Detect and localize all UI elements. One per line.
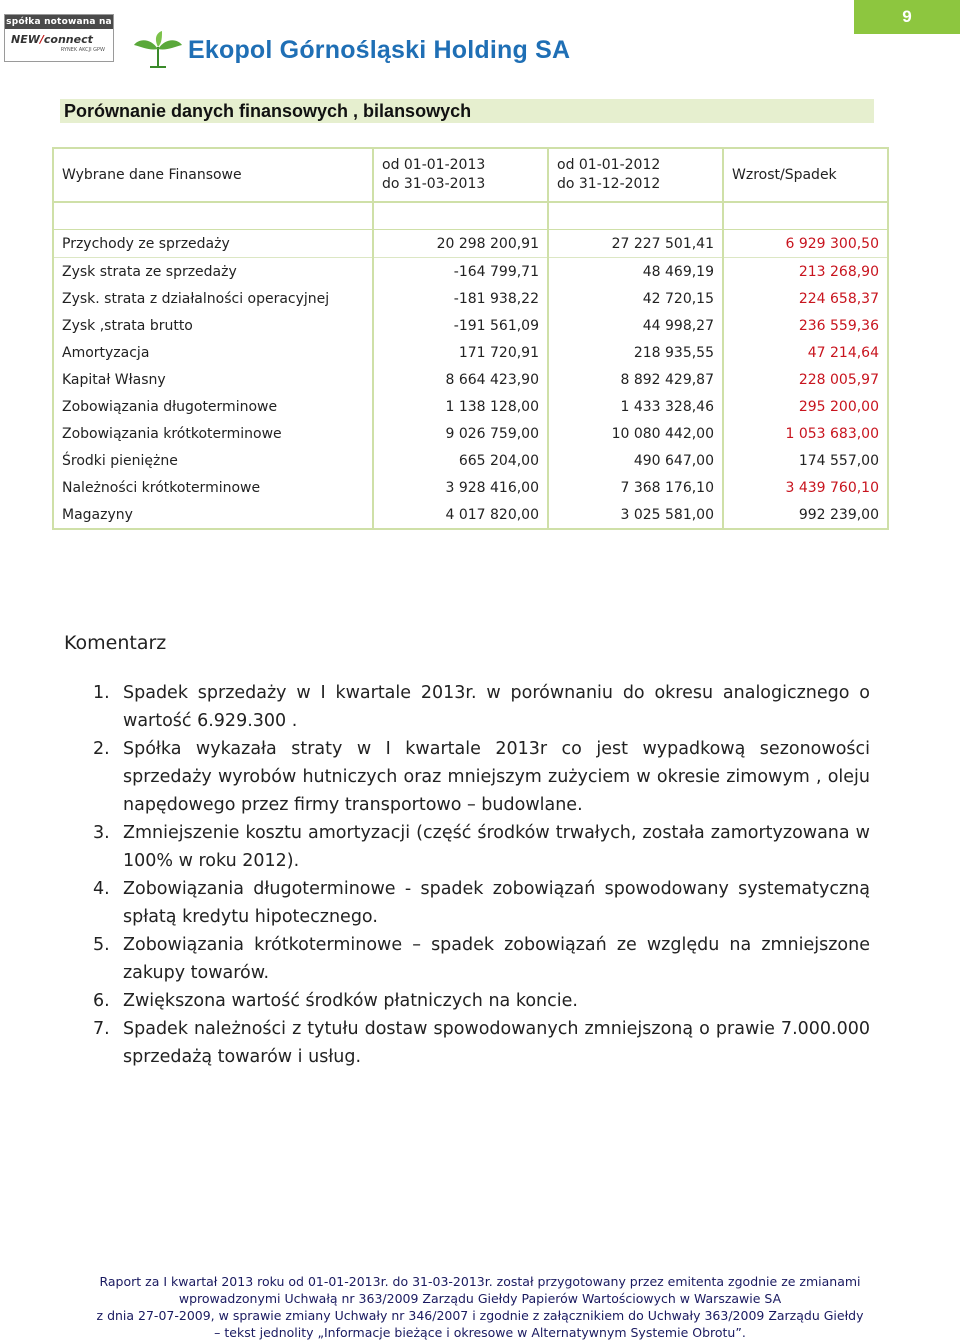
row-label: Zobowiązania krótkoterminowe <box>53 420 373 447</box>
row-value-2013: 20 298 200,91 <box>373 230 548 258</box>
row-value-2013: 665 204,00 <box>373 447 548 474</box>
comment-item-number: 3. <box>93 823 110 843</box>
row-change: 228 005,97 <box>723 366 888 393</box>
table-row <box>53 501 888 529</box>
header-period-2012-to: do 31-12-2012 <box>557 176 661 192</box>
table-row <box>53 366 888 393</box>
spacer-cell <box>723 202 888 230</box>
row-value-2012: 490 647,00 <box>548 447 723 474</box>
spacer-cell <box>53 202 373 230</box>
table-row <box>53 420 888 447</box>
table-row <box>53 285 888 312</box>
section-title: Porównanie danych finansowych , bilansowych <box>60 99 874 123</box>
row-value-2013: -191 561,09 <box>373 312 548 339</box>
report-footer <box>40 1273 920 1341</box>
row-change: 224 658,37 <box>723 285 888 312</box>
comment-item <box>88 875 870 931</box>
row-value-2012: 218 935,55 <box>548 339 723 366</box>
header-change: Wzrost/Spadek <box>723 148 888 202</box>
logo-top-text: spółka notowana na <box>6 17 112 27</box>
row-value-2013: 9 026 759,00 <box>373 420 548 447</box>
comment-item-text: Zobowiązania krótkoterminowe – spadek zobowiązań ze względu na zmniejszone zakupy towarów. <box>123 935 870 983</box>
row-change: 992 239,00 <box>723 501 888 529</box>
comment-item-number: 4. <box>93 879 110 899</box>
row-change: 1 053 683,00 <box>723 420 888 447</box>
comment-item <box>88 819 870 875</box>
logo-brand-left: NEW <box>11 33 40 46</box>
row-label: Przychody ze sprzedaży <box>53 230 373 258</box>
row-label: Amortyzacja <box>53 339 373 366</box>
comment-item-number: 1. <box>93 683 110 703</box>
row-value-2013: 171 720,91 <box>373 339 548 366</box>
header-period-2012-from: od 01-01-2012 <box>557 157 661 173</box>
header-period-2013-from: od 01-01-2013 <box>382 157 486 173</box>
table-row <box>53 447 888 474</box>
table-row <box>53 474 888 501</box>
row-value-2012: 42 720,15 <box>548 285 723 312</box>
row-label: Zysk ,strata brutto <box>53 312 373 339</box>
comment-item-number: 6. <box>93 991 110 1011</box>
header-period-2012 <box>548 148 723 202</box>
table-row <box>53 258 888 286</box>
row-change: 6 929 300,50 <box>723 230 888 258</box>
row-value-2012: 1 433 328,46 <box>548 393 723 420</box>
logo-brand-right: connect <box>43 33 93 46</box>
row-value-2012: 10 080 442,00 <box>548 420 723 447</box>
spacer-cell <box>373 202 548 230</box>
comment-item-number: 5. <box>93 935 110 955</box>
footer-line-1: Raport za I kwartał 2013 roku od 01-01-2013r. do 31-03-2013r. został przygotowany przez emitenta zgodnie ze zmianami <box>99 1274 861 1289</box>
row-value-2012: 27 227 501,41 <box>548 230 723 258</box>
footer-line-3: z dnia 27-07-2009, w sprawie zmiany Uchwały nr 346/2007 i zgodnie z załącznikiem do Uchwały 363/2009 Zarządu Giełdy <box>96 1308 864 1323</box>
footer-line-2: wprowadzonymi Uchwałą nr 363/2009 Zarządu Giełdy Papierów Wartościowych w Warszawie SA <box>178 1291 782 1306</box>
row-label: Środki pieniężne <box>53 447 373 474</box>
row-label: Magazyny <box>53 501 373 529</box>
comment-item-text: Zmniejszenie kosztu amortyzacji (część środków trwałych, została zamortyzowana w 100% w roku 2012). <box>123 823 870 871</box>
table-spacer-row <box>53 202 888 230</box>
row-value-2013: 1 138 128,00 <box>373 393 548 420</box>
row-label: Zysk. strata z działalności operacyjnej <box>53 285 373 312</box>
row-value-2012: 3 025 581,00 <box>548 501 723 529</box>
comment-item <box>88 931 870 987</box>
financial-table <box>52 147 889 530</box>
row-change: 47 214,64 <box>723 339 888 366</box>
row-value-2012: 7 368 176,10 <box>548 474 723 501</box>
comment-item-number: 7. <box>93 1019 110 1039</box>
leaf-plant-icon <box>132 31 184 69</box>
logo-brand-slash: / <box>39 33 44 46</box>
comment-item-text: Zwiększona wartość środków płatniczych na koncie. <box>123 991 578 1011</box>
row-label: Zysk strata ze sprzedaży <box>53 258 373 286</box>
header-selected-data: Wybrane dane Finansowe <box>53 148 373 202</box>
comment-item-text: Spółka wykazała straty w I kwartale 2013r co jest wypadkową sezonowości sprzedaży wyrobów hutniczych oraz mniejszym zużyciem w okresie zimowym , oleju napędowego przez firmy transportowo – budowlane. <box>123 739 870 815</box>
logo-brand <box>5 33 113 46</box>
row-label: Kapitał Własny <box>53 366 373 393</box>
company-name: Ekopol Górnośląski Holding SA <box>188 35 571 64</box>
table-row <box>53 230 888 258</box>
page-number: 9 <box>854 0 960 34</box>
row-value-2013: 4 017 820,00 <box>373 501 548 529</box>
comment-list <box>88 679 870 1071</box>
logo-sub-text: RYNEK AKCJI GPW <box>60 47 105 53</box>
row-label: Zobowiązania długoterminowe <box>53 393 373 420</box>
row-change: 3 439 760,10 <box>723 474 888 501</box>
comment-item-text: Spadek sprzedaży w I kwartale 2013r. w porównaniu do okresu analogicznego o wartość 6.929.300 . <box>123 683 870 731</box>
comment-heading: Komentarz <box>64 632 167 654</box>
spacer-cell <box>548 202 723 230</box>
row-label: Należności krótkoterminowe <box>53 474 373 501</box>
row-change: 236 559,36 <box>723 312 888 339</box>
row-change: 213 268,90 <box>723 258 888 286</box>
row-change: 174 557,00 <box>723 447 888 474</box>
newconnect-logo <box>4 14 114 62</box>
comment-item-text: Zobowiązania długoterminowe - spadek zobowiązań spowodowany systematyczną spłatą kredytu hipotecznego. <box>123 879 870 927</box>
comment-item-text: Spadek należności z tytułu dostaw spowodowanych zmniejszoną o prawie 7.000.000 sprzedażą towarów i usług. <box>123 1019 870 1067</box>
table-row <box>53 393 888 420</box>
header-period-2013-to: do 31-03-2013 <box>382 176 486 192</box>
row-value-2012: 8 892 429,87 <box>548 366 723 393</box>
row-value-2012: 48 469,19 <box>548 258 723 286</box>
row-value-2012: 44 998,27 <box>548 312 723 339</box>
header-period-2013 <box>373 148 548 202</box>
table-header-row <box>53 148 888 202</box>
comment-item <box>88 735 870 819</box>
comment-item <box>88 679 870 735</box>
row-value-2013: 8 664 423,90 <box>373 366 548 393</box>
row-value-2013: 3 928 416,00 <box>373 474 548 501</box>
footer-line-4: – tekst jednolity „Informacje bieżące i okresowe w Alternatywnym Systemie Obrotu”. <box>214 1325 746 1340</box>
row-change: 295 200,00 <box>723 393 888 420</box>
row-value-2013: -181 938,22 <box>373 285 548 312</box>
table-row <box>53 339 888 366</box>
comment-item-number: 2. <box>93 739 110 759</box>
company-header <box>132 30 570 70</box>
row-value-2013: -164 799,71 <box>373 258 548 286</box>
comment-item <box>88 987 870 1015</box>
table-row <box>53 312 888 339</box>
comment-item <box>88 1015 870 1071</box>
